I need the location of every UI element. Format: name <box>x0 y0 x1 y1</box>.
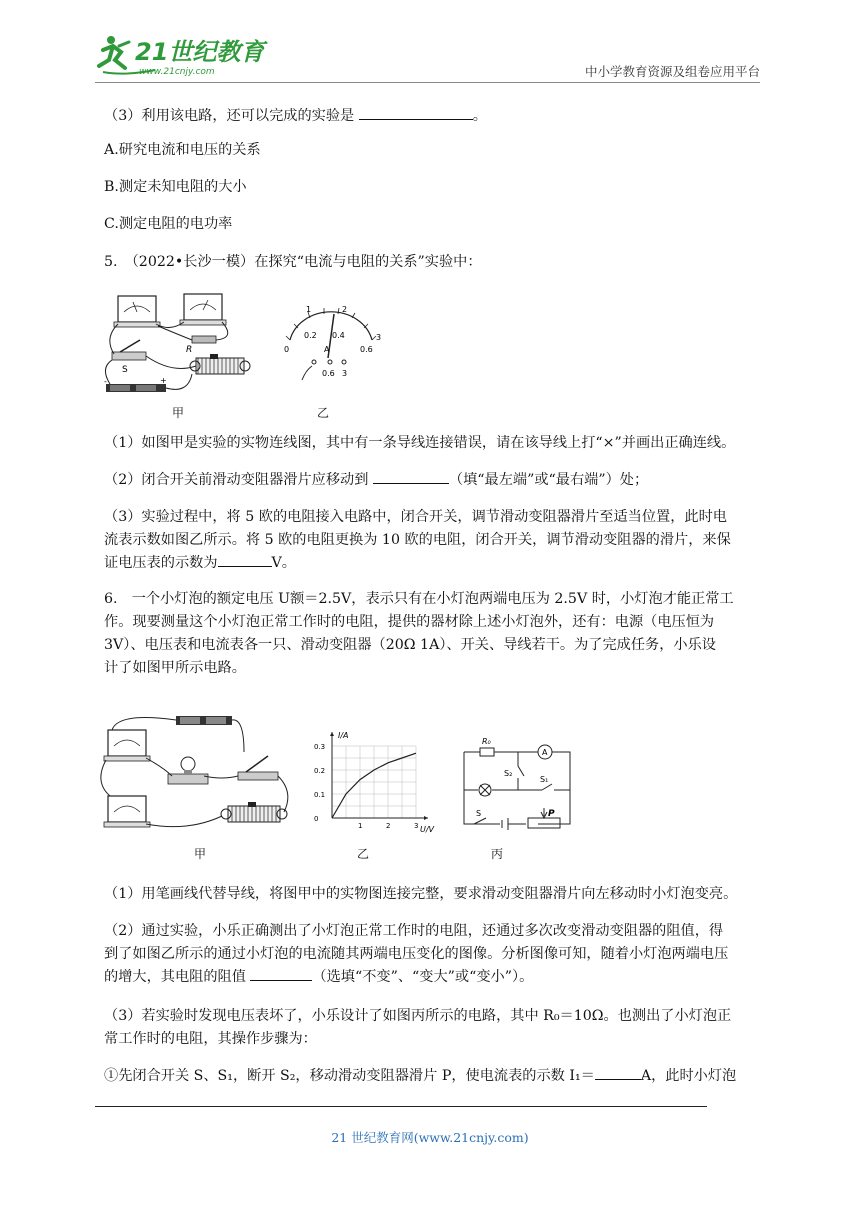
q4-option-a: A.研究电流和电压的关系 <box>104 142 261 158</box>
q5-part1: （1）如图甲是实验的实物连线图，其中有一条导线连接错误，请在该导线上打“×”并画出正确连线。 <box>104 435 736 451</box>
voltmeter-icon <box>104 730 150 761</box>
battery-icon <box>176 716 232 725</box>
q5-figure-jia <box>100 288 260 400</box>
terminal-3: 3 <box>342 369 348 378</box>
tick-bottom-0.6: 0.6 <box>360 345 373 354</box>
q6-figure-bing-schematic <box>458 732 576 832</box>
q6-part1: （1）用笔画线代替导线，将图甲中的实物图连接完整，要求滑动变阻器滑片向左移动时小灯泡变亮。 <box>104 886 738 902</box>
bulb-icon <box>168 757 208 784</box>
ammeter-icon <box>114 296 160 327</box>
rheostat-icon <box>221 802 287 822</box>
q6-part3-line1: （3）若实验时发现电压表坏了，小乐设计了如图丙所示的电路，其中 R₀＝10Ω。也测出了小灯泡正 <box>104 1008 732 1024</box>
q5-part2-blank[interactable] <box>373 468 449 484</box>
label-a: A <box>542 748 548 757</box>
switch-s <box>474 818 486 824</box>
q6-part2-line2: 到了如图乙所示的通过小灯泡的电流随其两端电压变化的图像。分析图像可知，随着小灯泡两端电压 <box>104 946 729 962</box>
tick-bottom-0.4: 0.4 <box>332 331 345 340</box>
label-s: S <box>122 365 128 375</box>
svg-text:+: + <box>160 376 167 385</box>
q6-step1: ①先闭合开关 S、S₁，断开 S₂，移动滑动变阻器滑片 P，使电流表的示数 I₁＝ A，此时小灯泡 <box>104 1063 764 1089</box>
y-tick-label: 0.1 <box>314 791 326 799</box>
x-tick-label: 2 <box>386 822 391 830</box>
q6-step1-blank[interactable] <box>595 1064 641 1080</box>
q6-figure-yi-iu-graph <box>308 728 440 838</box>
battery-icon <box>104 376 167 392</box>
page-header <box>95 30 760 82</box>
q5-part3-line1: （3）实验过程中，将 5 欧的电阻接入电路中，闭合开关，调节滑动变阻器滑片至适当位置，此时电 <box>104 509 727 525</box>
q6-stem-line4: 计了如图甲所示电路。 <box>104 660 246 676</box>
rheostat-symbol <box>528 818 560 828</box>
footer-divider <box>95 1106 707 1107</box>
q6-caption-yi: 乙 <box>357 847 370 861</box>
tick-top-1: 1 <box>306 305 312 314</box>
q6-part2-line1: （2）通过实验，小乐正确测出了小灯泡正常工作时的电阻，还通过多次改变滑动变阻器的阻值，得 <box>104 923 724 939</box>
x-axis-label: U/V <box>420 825 435 834</box>
logo-title: 21世纪教育 <box>135 38 265 66</box>
resistor-icon <box>192 336 216 343</box>
tick-top-2: 2 <box>342 305 348 314</box>
y-tick-label: 0.2 <box>314 767 326 775</box>
x-tick-label: 3 <box>414 822 419 830</box>
q4-option-c: C.测定电阻的电功率 <box>104 216 233 232</box>
label-s1: S₁ <box>540 775 549 784</box>
q4-part3: （3）利用该电路，还可以完成的实验是 。 <box>104 103 764 129</box>
logo-url: www.21cnjy.com <box>139 67 215 76</box>
q4-answer-blank[interactable] <box>359 104 473 120</box>
terminal-0.6: 0.6 <box>322 369 335 378</box>
header-platform-name: 中小学教育资源及组卷应用平台 <box>584 64 760 79</box>
q5-part3-line2: 流表示数如图乙所示。将 5 欧的电阻更换为 10 欧的电阻，闭合开关，调节滑动变阻器的滑片，来保 <box>104 532 731 548</box>
logo-icon <box>95 32 275 76</box>
q6-part2-line3: 的增大，其电阻的阻值 （选填“不变”、“变大”或“变小”）。 <box>104 964 764 990</box>
q6-caption-jia: 甲 <box>194 847 207 861</box>
q6-part3-line2: 常工作时的电阻，其操作步骤为： <box>104 1031 317 1047</box>
q6-stem-line3: 3V）、电压表和电流表各一只、滑动变阻器（20Ω 1A）、开关、导线若干。为了完成任务，小乐设 <box>104 637 716 653</box>
ammeter-icon <box>104 796 150 827</box>
svg-text:-: - <box>104 377 107 386</box>
label-r: R <box>186 345 193 355</box>
q5-caption-yi: 乙 <box>317 406 330 420</box>
y-tick-label: 0.3 <box>314 743 326 751</box>
switch-icon <box>112 340 146 360</box>
q4-option-b: B.测定未知电阻的大小 <box>104 179 247 195</box>
page-footer: 21 世纪教育网(www.21cnjy.com) <box>331 1130 529 1145</box>
label-r0: R₀ <box>482 737 491 746</box>
q6-caption-bing: 丙 <box>491 847 504 861</box>
q6-part2-blank[interactable] <box>250 965 312 981</box>
q6-figure-jia <box>98 712 294 836</box>
tick-bottom-3: 3 <box>376 333 382 342</box>
q6-stem-line2: 作。现要测量这个小灯泡正常工作时的电阻，提供的器材除上述小灯泡外，还有：电源（电压恒为 <box>104 614 715 630</box>
label-p: P <box>548 809 555 819</box>
r0-resistor <box>480 748 494 756</box>
tick-bottom-0: 0 <box>284 345 290 354</box>
q5-figure-yi-ammeter-dial <box>272 300 382 384</box>
q6-stem-line1: 6. 一个小灯泡的额定电压 U额＝2.5V，表示只有在小灯泡两端电压为 2.5V 时，小灯泡才能正常工 <box>104 591 734 607</box>
switch-s2 <box>518 766 524 776</box>
label-s2: S₂ <box>504 769 513 778</box>
q5-caption-jia: 甲 <box>172 406 185 420</box>
y-tick-label: 0 <box>314 815 319 823</box>
switch-s1 <box>542 784 552 790</box>
q5-stem: 5. （2022•长沙一模）在探究“电流与电阻的关系”实验中： <box>104 254 482 270</box>
x-tick-label: 1 <box>358 822 363 830</box>
voltmeter-icon <box>180 294 226 325</box>
tick-bottom-0.2: 0.2 <box>304 331 317 340</box>
rheostat-icon <box>190 354 250 374</box>
switch-icon <box>238 756 278 780</box>
label-s: S <box>476 809 482 818</box>
q5-part3-line3: 证电压表的示数为 V。 <box>104 550 764 576</box>
header-divider <box>95 82 760 83</box>
q5-part3-blank[interactable] <box>218 551 272 567</box>
y-axis-label: I/A <box>338 731 349 740</box>
meter-unit: A <box>324 345 330 354</box>
q5-part2: （2）闭合开关前滑动变阻器滑片应移动到 （填“最左端”或“最右端”）处； <box>104 467 764 493</box>
